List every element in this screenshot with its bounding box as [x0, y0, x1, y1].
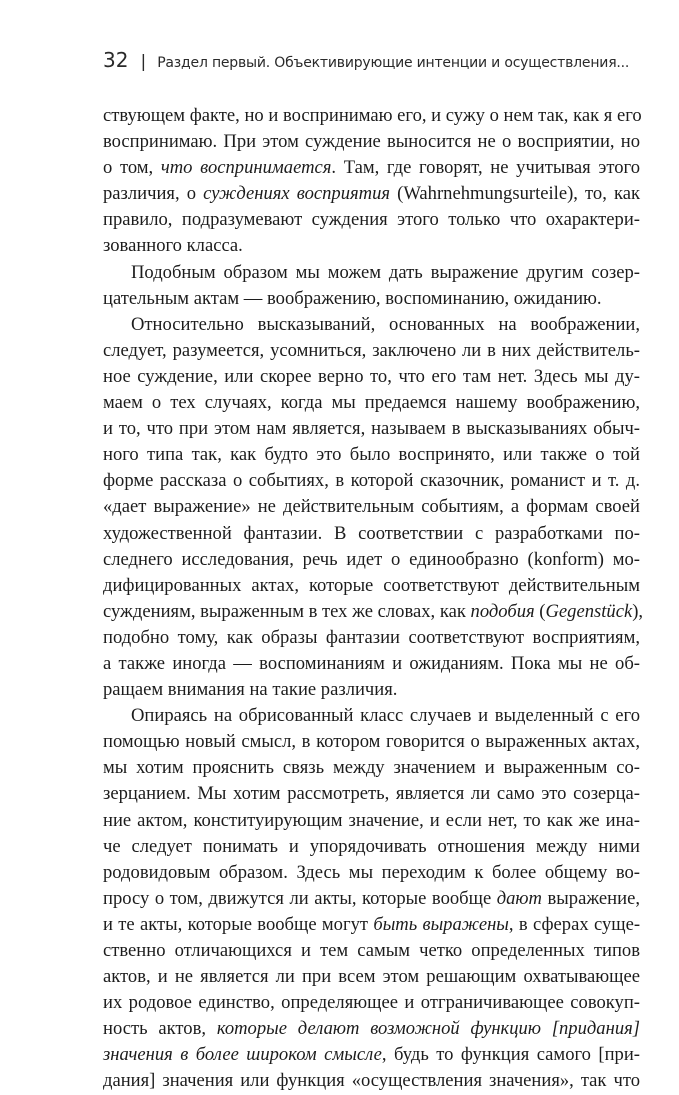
- text-run: Относительно высказываний, основанных на воображении,: [131, 313, 640, 335]
- text-line: [103, 625, 640, 651]
- text-run: суждениям, выраженным в тех же словах, как: [103, 600, 471, 622]
- text-run: просу о том, движутся ли акты, которые вообще: [103, 887, 497, 909]
- text-line: [103, 729, 640, 755]
- text-line: [103, 442, 640, 468]
- text-line: [103, 233, 640, 259]
- text-run: , в сферах суще-: [508, 913, 641, 935]
- text-run: че следует понимать и упорядочивать отношения между ними: [103, 835, 640, 857]
- text-line: [103, 521, 640, 547]
- text-run: (: [534, 600, 546, 622]
- italic-text: подобия: [470, 600, 535, 622]
- text-run: маем о тех случаях, когда мы предаемся нашему воображению,: [103, 392, 640, 414]
- text-line: [103, 886, 640, 912]
- text-run: художественной фантазии. В соответствии с разработками по-: [103, 522, 640, 544]
- text-run: ного типа так, как будто это было воспринято, или также о той: [103, 444, 640, 466]
- italic-text: значения в более широком смысле: [103, 1044, 382, 1066]
- text-run: Подобным образом мы можем дать выражение другим созер-: [131, 261, 640, 283]
- header-separator: |: [140, 52, 147, 72]
- text-line: [103, 964, 640, 990]
- text-run: и те акты, которые вообще могут: [103, 913, 374, 935]
- text-line: [103, 207, 640, 233]
- italic-text: которые делают возможной функцию [придания]: [216, 1018, 641, 1040]
- text-run: правило, подразумевают суждения этого только что охарактери-: [103, 209, 640, 231]
- text-run: зерцанием. Мы хотим рассмотреть, является ли само это созерца-: [103, 783, 640, 805]
- running-head: Раздел первый. Объективирующие интенции и осуществления...: [157, 55, 630, 71]
- text-run: родовидовым образом. Здесь мы переходим к более общему во-: [103, 861, 640, 883]
- text-run: ствующем факте, но и воспринимаю его, и сужу о нем так, как я его: [103, 105, 642, 126]
- text-line: [103, 912, 640, 938]
- text-run: Опираясь на обрисованный класс случаев и выделенный с его: [131, 705, 640, 727]
- text-run: «дает выражение» не действительным событиям, а формам своей: [103, 496, 640, 518]
- page-header: [103, 48, 663, 72]
- text-run: помощью новый смысл, в котором говорится о выраженных актах,: [103, 731, 640, 753]
- text-run: о том,: [103, 157, 161, 179]
- text-line: [103, 938, 640, 964]
- text-line: [103, 364, 640, 390]
- text-line: [103, 260, 640, 286]
- text-line: [103, 547, 640, 573]
- text-run: ное суждение, или скорее верно то, что его там нет. Здесь мы ду-: [103, 365, 640, 387]
- italic-text: быть выражены: [373, 913, 509, 935]
- text-run: , будь то функция самого [при-: [381, 1044, 640, 1066]
- text-run: выражение,: [541, 887, 640, 909]
- text-run: ращаем внимания на такие различия.: [103, 679, 398, 701]
- text-run: ность актов,: [103, 1018, 217, 1040]
- italic-text: суждениях восприятия: [203, 183, 391, 205]
- text-line: [103, 129, 640, 155]
- page-number: 32: [103, 48, 129, 72]
- text-line: [103, 416, 640, 442]
- text-run: и то, что при этом нам является, называем в высказываниях обыч-: [103, 418, 640, 440]
- text-line: [103, 677, 640, 703]
- text-run: форме рассказа о событиях, в которой сказочник, романист и т. д.: [103, 470, 640, 492]
- text-line: [103, 494, 640, 520]
- text-line: [103, 573, 640, 599]
- text-line: [103, 990, 640, 1016]
- text-run: мы хотим прояснить связь между значением и выраженным со-: [103, 757, 640, 779]
- text-run: цательным актам — воображению, воспоминанию, ожиданию.: [103, 287, 602, 309]
- text-line: [103, 651, 640, 677]
- text-line: [103, 286, 640, 312]
- text-run: различия, о: [103, 183, 204, 205]
- text-line: [103, 468, 640, 494]
- text-run: а также иногда — воспоминаниям и ожиданиям. Пока мы не об-: [103, 652, 640, 674]
- text-run: дания] значения или функция «осуществления значения», так что: [103, 1070, 640, 1092]
- text-run: актов, и не является ли при всем этом решающим охватывающее: [103, 966, 640, 988]
- text-run: их родовое единство, определяющее и отграничивающее совокуп-: [103, 992, 640, 1014]
- text-run: зованного класса.: [103, 235, 243, 257]
- text-run: дифицированных актах, которые соответствуют действительным: [103, 574, 640, 596]
- text-line: [103, 1016, 640, 1042]
- text-line: [103, 808, 640, 834]
- text-line: [103, 390, 640, 416]
- text-run: ственно отличающихся и тем самым четко определенных типов: [103, 940, 640, 961]
- text-line: [103, 181, 640, 207]
- text-line: [103, 338, 640, 364]
- body-text: [103, 103, 644, 1095]
- text-run: ),: [632, 600, 644, 622]
- text-line: [103, 103, 640, 129]
- text-run: следует, разумеется, усомниться, заключено ли в них действитель-: [103, 339, 640, 361]
- text-run: (Wahrnehmungsurteile), то, как: [390, 183, 640, 205]
- italic-text: что воспринимается: [160, 157, 332, 179]
- text-line: [103, 1042, 640, 1068]
- text-line: [103, 755, 640, 781]
- text-line: [103, 860, 640, 886]
- text-line: [103, 703, 640, 729]
- italic-text: Gegenstück: [545, 600, 633, 622]
- text-line: [103, 599, 644, 625]
- text-line: [103, 1068, 640, 1094]
- text-run: ние актом, конституирующим значение, и если нет, то как же ина-: [103, 809, 640, 831]
- text-line: [103, 834, 640, 860]
- text-line: [103, 312, 640, 338]
- text-line: [103, 781, 640, 807]
- text-run: . Там, где говорят, не учитывая этого: [331, 157, 640, 179]
- text-run: следнего исследования, речь идет о единообразно (konform) мо-: [103, 548, 640, 570]
- italic-text: дают: [496, 887, 542, 909]
- text-line: [103, 155, 640, 181]
- text-run: воспринимаю. При этом суждение выносится не о восприятии, но: [103, 131, 640, 153]
- text-run: подобно тому, как образы фантазии соответствуют восприятиям,: [103, 626, 640, 648]
